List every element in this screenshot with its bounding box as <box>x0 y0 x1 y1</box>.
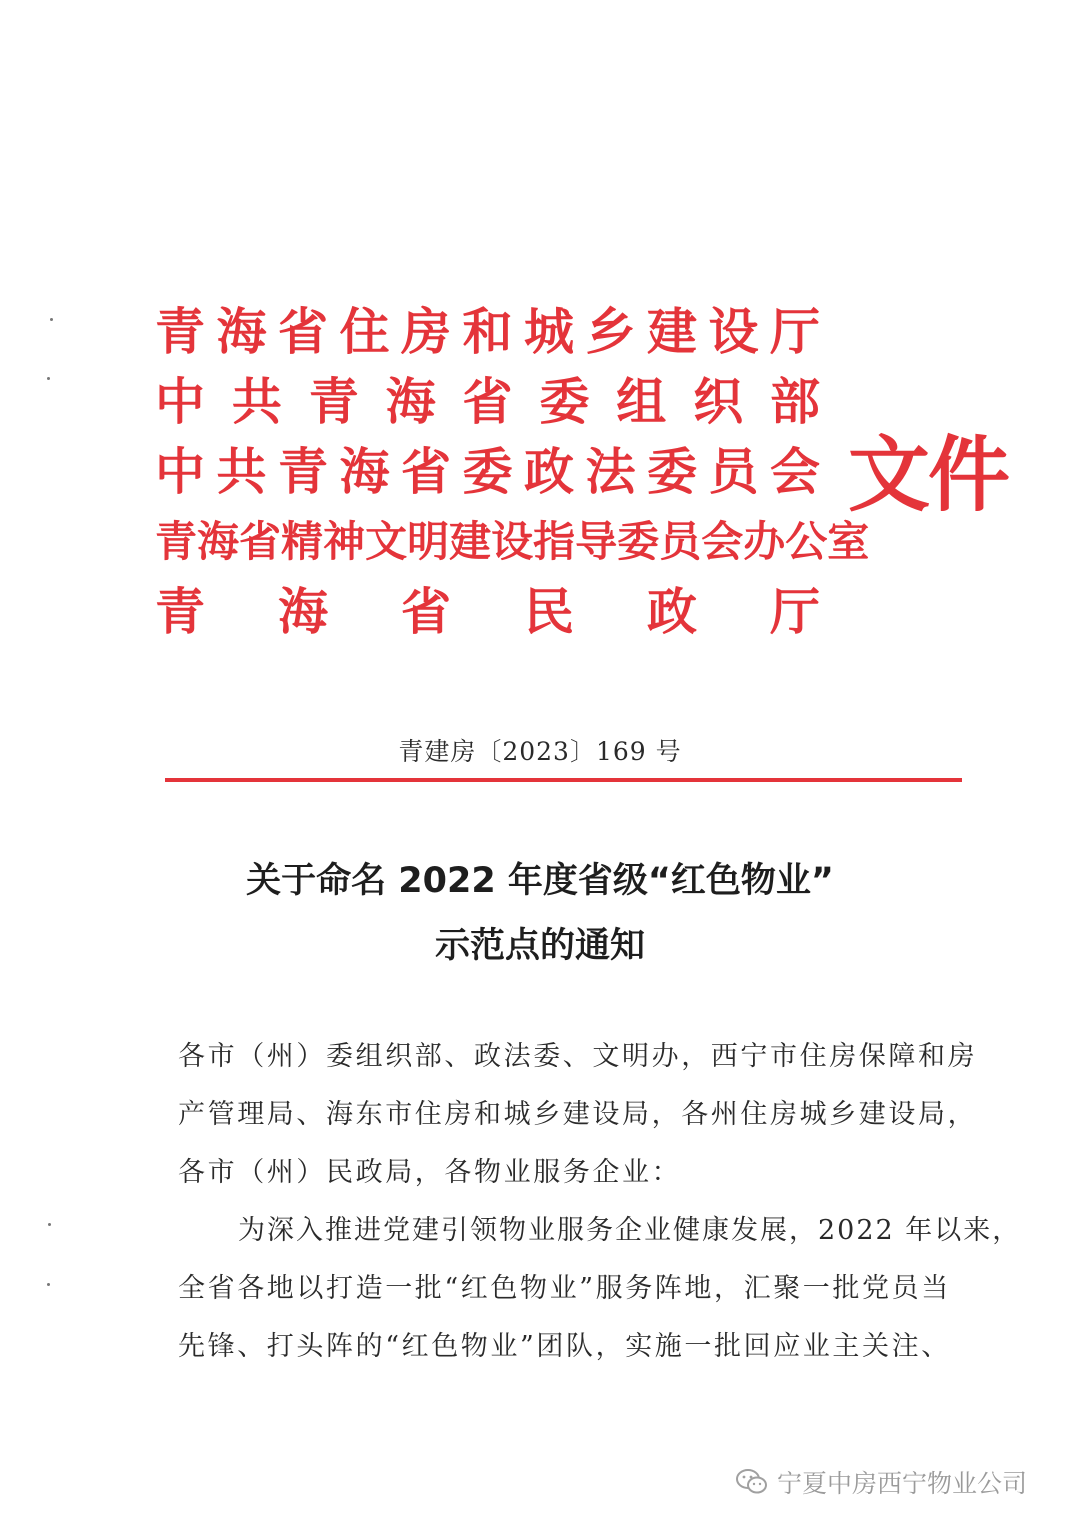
agency-line <box>155 577 820 647</box>
agency-char: 员 <box>708 442 759 501</box>
agency-char: 委 <box>617 517 660 566</box>
agency-char: 公 <box>785 517 828 566</box>
agency-char: 省 <box>401 442 451 501</box>
agency-char: 政 <box>524 442 574 501</box>
recipients-line-1: 各市（州）委组织部、政法委、文明办，西宁市住房保障和房 <box>178 1041 978 1072</box>
agency-char: 文 <box>365 517 408 566</box>
agency-char: 中 <box>155 372 205 431</box>
agency-char: 青 <box>155 517 198 566</box>
agency-char: 青 <box>155 302 205 361</box>
body-paragraph-line-1: 为深入推进党建引领物业服务企业健康发展，2022 年以来， <box>238 1215 1022 1246</box>
account-watermark <box>735 1462 1027 1502</box>
agency-char: 政 <box>647 582 697 641</box>
agency-char: 建 <box>449 517 492 566</box>
document-title-line-2: 示范点的通知 <box>434 926 645 966</box>
agency-char: 精 <box>281 517 324 566</box>
body-paragraph-line-3: 先锋、打头阵的“红色物业”团队，实施一批回应业主关注、 <box>178 1331 951 1362</box>
agency-char: 办 <box>743 517 786 566</box>
agency-char: 城 <box>524 302 574 361</box>
agency-char: 海 <box>278 582 328 641</box>
agency-char: 中 <box>155 442 205 501</box>
agency-char: 组 <box>616 372 667 431</box>
body-paragraph-line-2: 全省各地以打造一批“红色物业”服务阵地，汇聚一批党员当 <box>178 1273 951 1304</box>
agency-char: 法 <box>585 442 636 501</box>
agency-char: 厅 <box>770 582 820 641</box>
red-divider <box>165 778 962 782</box>
agency-char: 青 <box>308 372 359 431</box>
agency-char: 会 <box>701 517 744 566</box>
agency-char: 神 <box>323 517 366 566</box>
issuing-agencies <box>155 297 870 647</box>
agency-char: 和 <box>462 302 513 361</box>
agency-line <box>155 437 820 507</box>
agency-char: 设 <box>491 517 534 566</box>
agency-char: 省 <box>278 302 328 361</box>
agency-line <box>155 367 820 437</box>
watermark-text: 宁夏中房西宁物业公司 <box>777 1469 1028 1498</box>
agency-char: 民 <box>524 582 574 641</box>
agency-char: 委 <box>462 442 513 501</box>
agency-char: 乡 <box>585 302 636 361</box>
agency-char: 室 <box>827 517 870 566</box>
agency-char: 部 <box>770 372 820 431</box>
agency-char: 海 <box>216 302 267 361</box>
wechat-icon <box>735 1468 769 1496</box>
agency-char: 厅 <box>770 302 820 361</box>
agency-char: 导 <box>575 517 618 566</box>
agency-char: 委 <box>539 372 590 431</box>
agency-char: 会 <box>770 442 820 501</box>
agency-char: 房 <box>401 302 451 361</box>
recipients-line-3: 各市（州）民政局，各物业服务企业： <box>178 1157 682 1188</box>
agency-char: 建 <box>647 302 697 361</box>
agency-line <box>155 507 870 577</box>
agency-char: 设 <box>708 302 759 361</box>
agency-char: 共 <box>231 372 282 431</box>
agency-line <box>155 297 820 367</box>
agency-char: 省 <box>462 372 513 431</box>
agency-char: 海 <box>385 372 436 431</box>
agency-char: 省 <box>239 517 282 566</box>
agency-char: 明 <box>407 517 450 566</box>
agency-char: 住 <box>339 302 390 361</box>
agency-char: 指 <box>533 517 576 566</box>
agency-char: 青 <box>155 582 205 641</box>
recipients-line-2: 产管理局、海东市住房和城乡建设局，各州住房城乡建设局， <box>178 1099 978 1130</box>
agency-char: 青 <box>278 442 328 501</box>
agency-char: 委 <box>647 442 697 501</box>
agency-char: 员 <box>659 517 702 566</box>
agency-char: 海 <box>197 517 240 566</box>
document-number: 青建房〔2023〕169 号 <box>398 737 682 766</box>
agency-char: 共 <box>216 442 267 501</box>
agency-char: 海 <box>339 442 390 501</box>
agency-char: 省 <box>401 582 451 641</box>
agency-char: 织 <box>693 372 744 431</box>
document-type-label: 文件 <box>848 427 1009 523</box>
document-title-line-1: 关于命名 2022 年度省级“红色物业” <box>246 861 834 901</box>
